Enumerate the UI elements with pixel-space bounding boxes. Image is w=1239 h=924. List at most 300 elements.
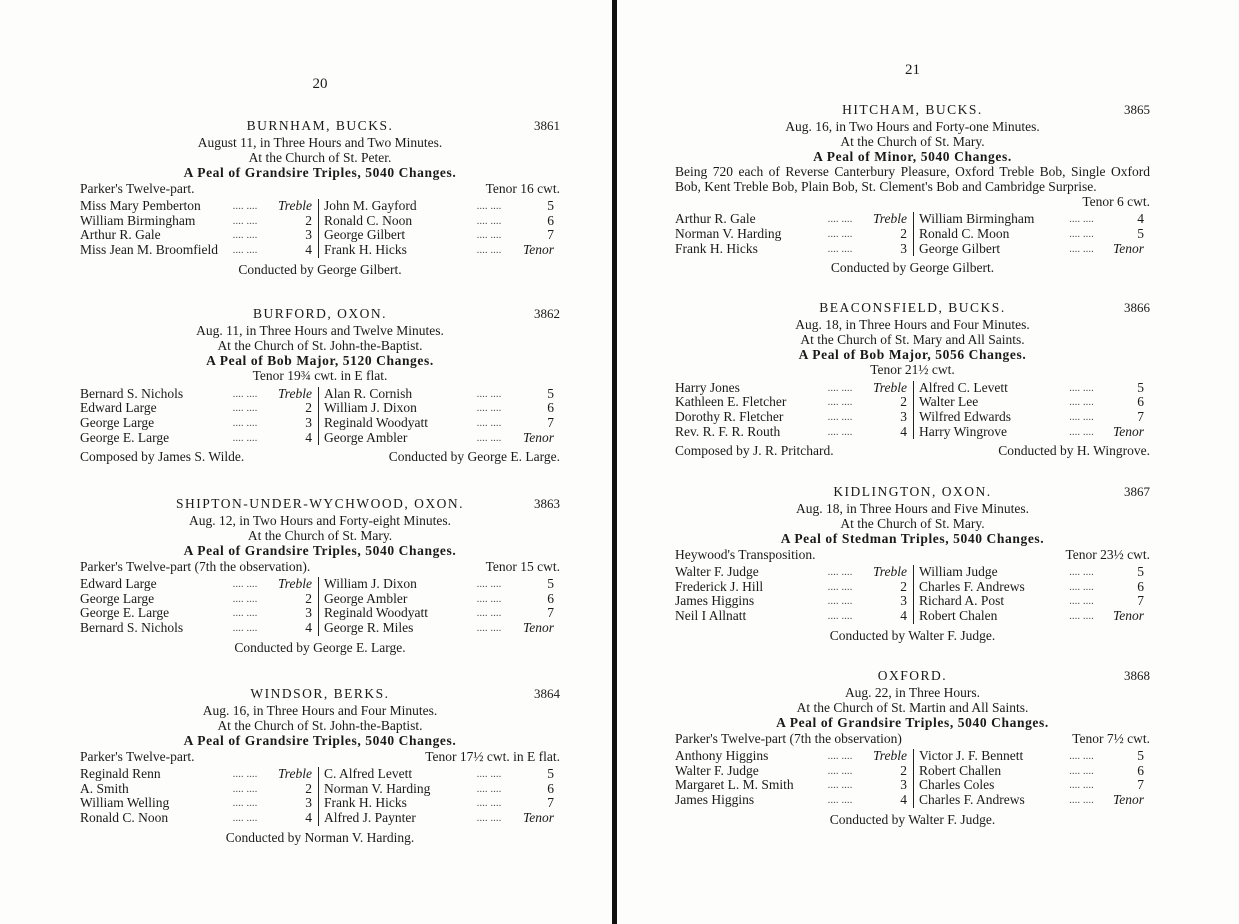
peal-date: Aug. 11, in Three Hours and Twelve Minutes. — [196, 323, 444, 338]
bell-position: 2 — [900, 578, 907, 594]
conductor: Conducted by George Gilbert. — [830, 260, 995, 276]
bell-position: Treble — [277, 766, 312, 782]
peal-header — [80, 116, 560, 136]
bell-position: 3 — [305, 227, 312, 243]
peal-record — [80, 116, 560, 277]
bell-position: 6 — [547, 400, 554, 416]
ringer-name: John M. Gayford — [324, 199, 417, 214]
ringer-row — [324, 431, 560, 446]
bell-position: 3 — [305, 605, 312, 621]
bell-position: Tenor — [1112, 423, 1144, 439]
ringer-name: Harry Wingrove — [919, 424, 1008, 439]
bell-position: 3 — [900, 240, 907, 256]
ringer-name: James Higgins — [675, 792, 755, 807]
ringer-name: Ronald C. Noon — [324, 213, 413, 228]
bell-position: 7 — [547, 227, 554, 243]
ringers-table — [80, 199, 560, 257]
peal-title: A Peal of Bob Major, 5120 Changes. — [206, 353, 434, 369]
ringer-row — [80, 767, 318, 782]
ringer-name: Ronald C. Moon — [919, 226, 1010, 241]
peal-church: At the Church of St. John-the-Baptist. — [217, 337, 423, 353]
ringer-row — [675, 778, 913, 793]
composer: Composed by J. R. Pritchard. — [675, 443, 834, 459]
conductor: Conducted by Walter F. Judge. — [829, 811, 996, 827]
bell-position: Tenor — [522, 619, 554, 635]
peal-credits — [675, 443, 1150, 458]
ringer-row — [324, 577, 560, 592]
ringer-name: Reginald Woodyatt — [324, 415, 429, 430]
leader-dots: .... .... — [232, 387, 258, 400]
peal-place: HITCHAM, BUCKS. — [842, 102, 983, 117]
peal-date: Aug. 18, in Three Hours and Four Minutes. — [795, 317, 1030, 332]
ringers-table — [80, 767, 560, 825]
ringer-row — [919, 594, 1150, 609]
peal-place: BURNHAM, BUCKS. — [246, 118, 394, 133]
composer: Composed by James S. Wilde. — [80, 449, 245, 465]
ringer-name: Kathleen E. Fletcher — [675, 395, 787, 410]
ringer-row — [919, 764, 1150, 779]
peal-church: At the Church of St. Mary and All Saints. — [800, 331, 1025, 347]
ringer-row — [919, 410, 1150, 425]
ringer-row — [80, 228, 318, 243]
leader-dots: .... .... — [827, 779, 853, 792]
ringer-row — [675, 242, 913, 257]
bell-position: Tenor — [1112, 240, 1144, 256]
ringer-row — [324, 387, 560, 402]
ringer-name: William Judge — [919, 565, 998, 580]
peal-number: 3865 — [1124, 102, 1150, 117]
leader-dots: .... .... — [476, 607, 502, 620]
peal-record — [675, 666, 1150, 827]
ringers-table — [80, 387, 560, 445]
composition-row — [80, 559, 560, 574]
ringer-row — [919, 580, 1150, 595]
ringer-row — [919, 609, 1150, 624]
bell-position: Tenor — [1112, 607, 1144, 623]
leader-dots: .... .... — [476, 402, 502, 415]
leader-dots: .... .... — [232, 797, 258, 810]
leader-dots: .... .... — [232, 782, 258, 795]
ringer-column-right — [318, 387, 560, 445]
ringer-name: William Welling — [80, 796, 170, 811]
ringer-name: George Gilbert — [919, 241, 1001, 256]
peal-record — [80, 684, 560, 845]
leader-dots: .... .... — [827, 396, 853, 409]
leader-dots: .... .... — [476, 200, 502, 213]
ringers-table — [675, 381, 1150, 439]
peal-record — [675, 100, 1150, 275]
conductor: Conducted by George E. Large. — [234, 639, 406, 655]
ringer-row — [324, 228, 560, 243]
bell-position: 4 — [305, 809, 312, 825]
peal-place: OXFORD. — [877, 668, 948, 683]
ringer-name: Edward Large — [80, 401, 157, 416]
ringer-name: Reginald Renn — [80, 767, 161, 782]
conductor: Conducted by H. Wingrove. — [998, 443, 1150, 459]
ringer-row — [675, 212, 913, 227]
ringer-name: Charles F. Andrews — [919, 792, 1025, 807]
bell-position: 4 — [900, 791, 907, 807]
peal-church: At the Church of St. John-the-Baptist. — [217, 717, 423, 733]
leader-dots: .... .... — [1069, 779, 1094, 792]
tenor-weight: Tenor 21½ cwt. — [870, 362, 955, 378]
ringer-name: A. Smith — [80, 781, 129, 796]
bell-position: 4 — [305, 619, 312, 635]
conductor: Conducted by George Gilbert. — [238, 261, 402, 277]
page-number: 21 — [905, 62, 920, 78]
composition-row — [80, 749, 560, 764]
leader-dots: .... .... — [1069, 227, 1094, 240]
leader-dots: .... .... — [827, 242, 853, 255]
bell-position: 3 — [305, 414, 312, 430]
bell-position: Treble — [872, 379, 907, 395]
ringer-name: Norman V. Harding — [675, 226, 782, 241]
ringer-column-left — [80, 767, 318, 825]
bell-position: 7 — [547, 795, 554, 811]
ringer-name: Arthur R. Gale — [675, 212, 756, 227]
ringer-column-right — [913, 381, 1150, 439]
leader-dots: .... .... — [476, 578, 502, 591]
leader-dots: .... .... — [232, 243, 258, 256]
peal-church: At the Church of St. Mary. — [840, 133, 985, 149]
ringer-name: Edward Large — [80, 577, 157, 592]
leader-dots: .... .... — [1069, 425, 1094, 438]
ringer-row — [675, 565, 913, 580]
leader-dots: .... .... — [476, 416, 502, 429]
ringer-name: George Large — [80, 415, 155, 430]
leader-dots: .... .... — [1069, 410, 1094, 423]
peal-title: A Peal of Grandsire Triples, 5040 Changes. — [183, 543, 457, 559]
ringer-column-right — [913, 212, 1150, 256]
ringer-row — [675, 410, 913, 425]
ringer-name: Walter F. Judge — [675, 763, 759, 778]
conductor: Conducted by George E. Large. — [388, 449, 560, 465]
ringer-row — [80, 431, 318, 446]
leader-dots: .... .... — [232, 200, 258, 213]
peal-title: A Peal of Grandsire Triples, 5040 Changes. — [183, 733, 457, 749]
ringer-name: Norman V. Harding — [324, 781, 431, 796]
leader-dots: .... .... — [232, 402, 258, 415]
leader-dots: .... .... — [476, 621, 502, 634]
ringer-row — [675, 793, 913, 808]
ringer-row — [675, 580, 913, 595]
peal-number: 3863 — [534, 496, 560, 511]
book-gutter — [612, 0, 617, 924]
ringer-column-left — [80, 199, 318, 257]
peal-record — [80, 304, 560, 464]
ringer-name: Ronald C. Noon — [80, 810, 169, 825]
ringer-name: Wilfred Edwards — [919, 409, 1012, 424]
tenor-weight: Tenor 7½ cwt. — [1072, 731, 1150, 747]
bell-position: 5 — [1137, 564, 1144, 580]
ringer-name: Victor J. F. Bennett — [919, 749, 1024, 764]
bell-position: 3 — [900, 408, 907, 424]
leader-dots: .... .... — [232, 592, 258, 605]
peal-title: A Peal of Grandsire Triples, 5040 Changes. — [776, 715, 1049, 731]
ringer-row — [324, 592, 560, 607]
ringer-name: Robert Chalen — [919, 608, 998, 623]
ringer-row — [675, 381, 913, 396]
peal-number: 3867 — [1124, 484, 1150, 499]
ringer-name: Dorothy R. Fletcher — [675, 409, 784, 424]
leader-dots: .... .... — [1069, 213, 1094, 226]
ringer-row — [324, 782, 560, 797]
bell-position: Treble — [277, 576, 312, 592]
ringer-name: Anthony Higgins — [675, 749, 769, 764]
peal-header — [675, 482, 1150, 502]
leader-dots: .... .... — [476, 431, 502, 444]
ringer-column-right — [318, 577, 560, 635]
peal-header — [675, 298, 1150, 318]
peal-header — [80, 684, 560, 704]
ringer-name: Bernard S. Nichols — [80, 386, 184, 401]
peal-place: BURFORD, OXON. — [253, 306, 387, 321]
leader-dots: .... .... — [1069, 381, 1094, 394]
ringer-name: Richard A. Post — [919, 594, 1005, 609]
ringer-name: Walter Lee — [919, 395, 979, 410]
peal-credits — [80, 449, 560, 464]
bell-position: 2 — [305, 400, 312, 416]
peal-record — [675, 298, 1150, 458]
bell-position: Treble — [872, 564, 907, 580]
ringer-name: Charles F. Andrews — [919, 579, 1025, 594]
ringer-name: Frank H. Hicks — [324, 242, 407, 257]
ringer-row — [80, 416, 318, 431]
leader-dots: .... .... — [827, 764, 853, 777]
ringer-row — [324, 401, 560, 416]
composition-row — [675, 547, 1150, 562]
leader-dots: .... .... — [1069, 242, 1094, 255]
tenor-weight: Tenor 6 cwt. — [1082, 194, 1150, 210]
composition: Parker's Twelve-part (7th the observation). — [80, 559, 311, 575]
peal-header — [80, 494, 560, 514]
ringer-row — [324, 214, 560, 229]
peal-date: Aug. 22, in Three Hours. — [844, 685, 981, 700]
ringer-name: George R. Miles — [324, 620, 414, 635]
leader-dots: .... .... — [476, 387, 502, 400]
conductor: Conducted by Norman V. Harding. — [225, 829, 415, 845]
leader-dots: .... .... — [232, 214, 258, 227]
peal-methods: Being 720 each of Reverse Canterbury Pleasure, Oxford Treble Bob, Single Oxford Bob, Kent Treble Bob, Plain Bob, St. Clement's Bob and Cambridge Surprise. — [675, 164, 1150, 194]
bell-position: 2 — [900, 225, 907, 241]
bell-position: Tenor — [522, 429, 554, 445]
peal-date: Aug. 12, in Two Hours and Forty-eight Minutes. — [188, 513, 452, 528]
ringers-table — [675, 212, 1150, 256]
tenor-row — [675, 194, 1150, 209]
leader-dots: .... .... — [827, 227, 853, 240]
peal-number: 3866 — [1124, 300, 1150, 315]
peal-place: SHIPTON-UNDER-WYCHWOOD, OXON. — [175, 496, 465, 511]
ringer-name: Bernard S. Nichols — [80, 620, 184, 635]
ringer-name: Alan R. Cornish — [324, 386, 413, 401]
bell-position: 5 — [547, 385, 554, 401]
bell-position: 3 — [305, 795, 312, 811]
ringer-row — [80, 214, 318, 229]
ringer-name: George Ambler — [324, 430, 408, 445]
leader-dots: .... .... — [476, 782, 502, 795]
ringer-row — [919, 565, 1150, 580]
leader-dots: .... .... — [827, 566, 853, 579]
leader-dots: .... .... — [476, 811, 502, 824]
peal-church: At the Church of St. Mary. — [247, 527, 393, 543]
leader-dots: .... .... — [232, 578, 258, 591]
ringer-row — [324, 621, 560, 636]
peal-header — [675, 100, 1150, 120]
leader-dots: .... .... — [232, 621, 258, 634]
ringer-name: Neil I Allnatt — [675, 608, 747, 623]
peal-title: A Peal of Minor, 5040 Changes. — [813, 149, 1012, 165]
ringer-row — [80, 606, 318, 621]
ringer-row — [80, 621, 318, 636]
ringer-row — [919, 778, 1150, 793]
leader-dots: .... .... — [476, 592, 502, 605]
bell-position: 2 — [900, 762, 907, 778]
peal-header — [675, 666, 1150, 686]
ringer-name: Rev. R. F. R. Routh — [675, 424, 781, 439]
peal-date: Aug. 16, in Two Hours and Forty-one Minutes. — [785, 119, 1040, 134]
composition: Parker's Twelve-part. — [80, 181, 195, 197]
bell-position: 4 — [900, 423, 907, 439]
bell-position: 4 — [305, 241, 312, 257]
peal-number: 3864 — [534, 686, 560, 701]
tenor-weight: Tenor 15 cwt. — [485, 559, 560, 575]
composition: Parker's Twelve-part (7th the observation) — [675, 731, 902, 747]
bell-position: 6 — [1137, 394, 1144, 410]
composition-row — [675, 731, 1150, 746]
ringer-name: Alfred C. Levett — [919, 380, 1008, 395]
composition: Heywood's Transposition. — [675, 547, 816, 563]
ringer-row — [324, 416, 560, 431]
leader-dots: .... .... — [1069, 764, 1094, 777]
bell-position: Treble — [872, 748, 907, 764]
leader-dots: .... .... — [827, 425, 853, 438]
peal-number: 3861 — [534, 118, 560, 133]
tenor-weight: Tenor 16 cwt. — [485, 181, 560, 197]
ringer-row — [80, 782, 318, 797]
ringer-row — [324, 199, 560, 214]
ringer-row — [80, 243, 318, 258]
composition: Parker's Twelve-part. — [80, 749, 195, 765]
tenor-weight: Tenor 17½ cwt. in E flat. — [425, 749, 560, 765]
leader-dots: .... .... — [1069, 750, 1094, 763]
peal-church: At the Church of St. Mary. — [840, 515, 985, 531]
ringer-row — [675, 395, 913, 410]
bell-position: 6 — [1137, 762, 1144, 778]
bell-position: 6 — [547, 212, 554, 228]
ringer-name: C. Alfred Levett — [324, 767, 413, 782]
ringer-name: Robert Challen — [919, 763, 1002, 778]
ringer-name: Frank H. Hicks — [675, 241, 758, 256]
ringer-name: George E. Large — [80, 606, 170, 621]
bell-position: 5 — [1137, 379, 1144, 395]
ringer-row — [919, 425, 1150, 440]
bell-position: 7 — [547, 605, 554, 621]
ringer-row — [80, 592, 318, 607]
peal-title: A Peal of Grandsire Triples, 5040 Changes. — [183, 165, 457, 181]
ringer-name: Reginald Woodyatt — [324, 606, 429, 621]
bell-position: 5 — [547, 576, 554, 592]
ringer-row — [80, 577, 318, 592]
ringer-column-right — [318, 767, 560, 825]
leader-dots: .... .... — [232, 607, 258, 620]
ringer-name: Frederick J. Hill — [675, 579, 764, 594]
peal-title: A Peal of Bob Major, 5056 Changes. — [798, 347, 1027, 363]
ringer-name: William J. Dixon — [324, 401, 417, 416]
ringer-name: Arthur R. Gale — [80, 228, 161, 243]
leader-dots: .... .... — [232, 811, 258, 824]
bell-position: 3 — [900, 593, 907, 609]
peal-number: 3862 — [534, 306, 560, 321]
ringer-column-right — [913, 749, 1150, 807]
bell-position: 5 — [547, 198, 554, 214]
ringer-row — [324, 811, 560, 826]
leader-dots: .... .... — [232, 768, 258, 781]
ringer-row — [324, 243, 560, 258]
peal-record — [675, 482, 1150, 643]
leader-dots: .... .... — [827, 213, 853, 226]
peal-place: BEACONSFIELD, BUCKS. — [819, 300, 1006, 315]
peal-date: August 11, in Three Hours and Two Minutes. — [197, 135, 443, 150]
bell-position: 5 — [547, 766, 554, 782]
ringer-column-left — [675, 212, 913, 256]
leader-dots: .... .... — [827, 580, 853, 593]
bell-position: 4 — [900, 607, 907, 623]
leader-dots: .... .... — [1069, 566, 1094, 579]
ringer-name: Margaret L. M. Smith — [675, 778, 794, 793]
ringer-column-right — [913, 565, 1150, 623]
ringer-row — [80, 811, 318, 826]
bell-position: Tenor — [1112, 791, 1144, 807]
bell-position: 7 — [1137, 408, 1144, 424]
ringer-column-left — [675, 381, 913, 439]
leader-dots: .... .... — [1069, 609, 1094, 622]
bell-position: 3 — [900, 777, 907, 793]
ringer-name: James Higgins — [675, 594, 755, 609]
ringer-column-left — [80, 387, 318, 445]
leader-dots: .... .... — [1069, 580, 1094, 593]
bell-position: 2 — [305, 780, 312, 796]
ringer-column-left — [675, 565, 913, 623]
bell-position: 6 — [547, 590, 554, 606]
ringer-column-left — [675, 749, 913, 807]
leader-dots: .... .... — [232, 431, 258, 444]
ringer-row — [919, 381, 1150, 396]
ringer-row — [919, 227, 1150, 242]
bell-position: 5 — [1137, 225, 1144, 241]
ringer-name: Frank H. Hicks — [324, 796, 407, 811]
ringer-row — [919, 242, 1150, 257]
ringer-row — [675, 749, 913, 764]
bell-position: 6 — [1137, 578, 1144, 594]
ringer-row — [919, 793, 1150, 808]
bell-position: 2 — [305, 590, 312, 606]
ringer-name: George E. Large — [80, 430, 170, 445]
leader-dots: .... .... — [827, 793, 853, 806]
peal-record — [80, 494, 560, 655]
bell-position: Treble — [277, 385, 312, 401]
ringer-row — [919, 395, 1150, 410]
ringer-name: George Gilbert — [324, 228, 406, 243]
ringer-row — [80, 199, 318, 214]
bell-position: 2 — [305, 212, 312, 228]
peal-church: At the Church of St. Peter. — [248, 149, 392, 165]
ringer-row — [919, 212, 1150, 227]
ringer-column-right — [318, 199, 560, 257]
conductor: Conducted by Walter F. Judge. — [829, 627, 996, 643]
peal-place: WINDSOR, BERKS. — [250, 686, 390, 701]
bell-position: Treble — [277, 198, 312, 214]
ringer-row — [675, 764, 913, 779]
